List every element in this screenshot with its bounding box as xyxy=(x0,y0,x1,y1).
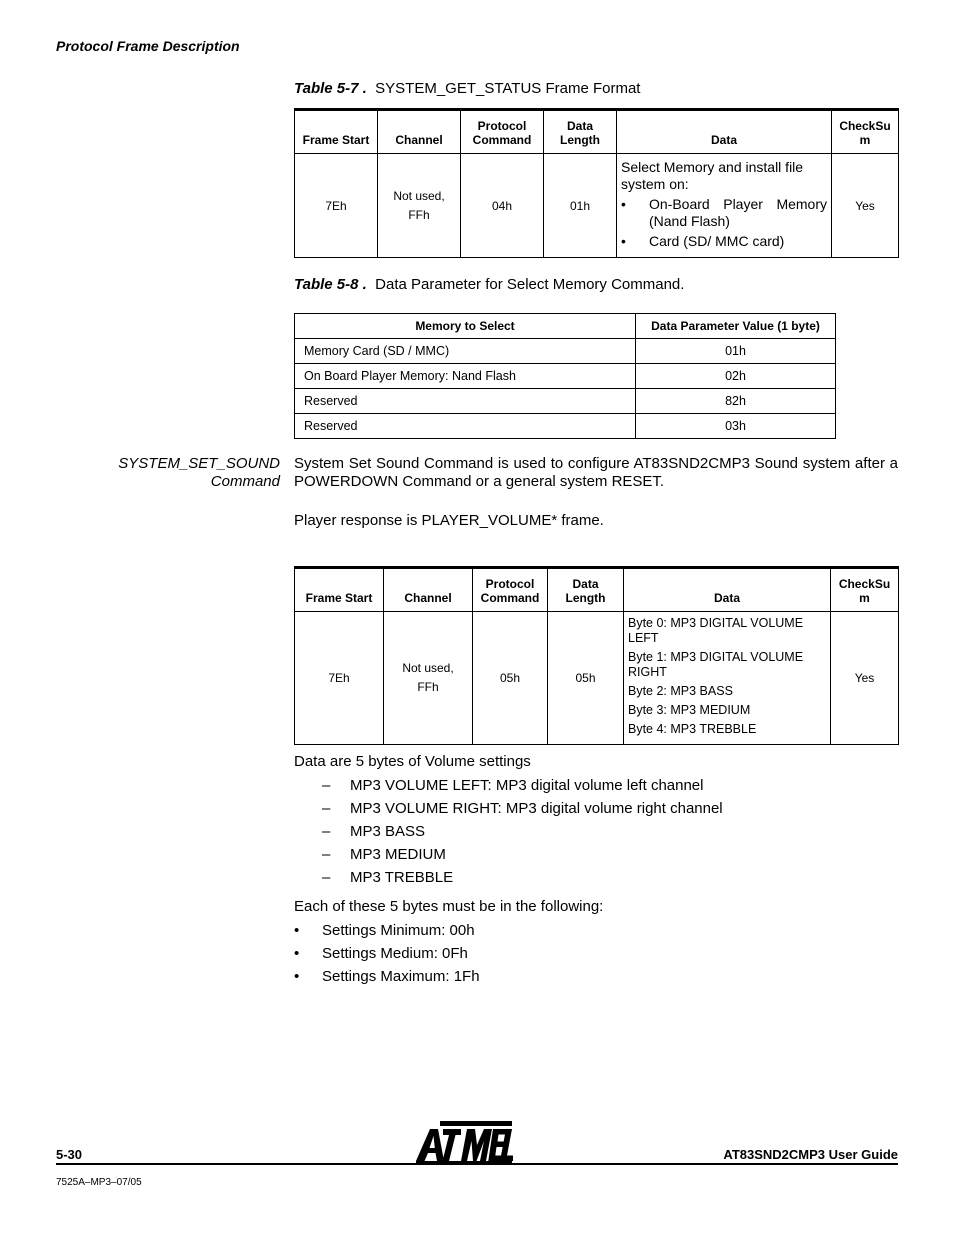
list-item xyxy=(294,777,898,795)
list-item-text: MP3 TREBBLE xyxy=(350,869,454,886)
cell-memory: Memory Card (SD / MMC) xyxy=(295,339,636,364)
data-intro: Select Memory and install file system on: xyxy=(621,159,804,192)
header-data-parameter-value: Data Parameter Value (1 byte) xyxy=(636,314,836,339)
cell-data xyxy=(624,612,831,745)
channel-line: Not used, xyxy=(402,661,454,675)
table-5-7-caption xyxy=(294,80,640,97)
data-line: Byte 1: MP3 DIGITAL VOLUME RIGHT xyxy=(628,650,804,679)
cell-protocol-command: 04h xyxy=(461,154,544,258)
header-data: Data xyxy=(624,568,831,612)
channel-line: FFh xyxy=(417,680,439,694)
document-code: 7525A–MP3–07/05 xyxy=(56,1177,142,1188)
list-item-text: On-Board Player Memory (Nand Flash) xyxy=(649,196,827,229)
list-item-text: MP3 VOLUME LEFT: MP3 digital volume left channel xyxy=(350,777,704,794)
sound-command-paragraph: System Set Sound Command is used to configure AT83SND2CMP3 Sound system after a POWERDOWN Command or a general system RESET. xyxy=(294,455,898,490)
cell-frame-start: 7Eh xyxy=(295,612,384,745)
data-line: Byte 4: MP3 TREBBLE xyxy=(628,722,757,736)
player-response-text: Player response is PLAYER_VOLUME* frame. xyxy=(294,512,604,529)
page-number: 5-30 xyxy=(56,1147,83,1162)
header-frame-start: Frame Start xyxy=(295,110,378,154)
header-data-length: Data Length xyxy=(548,568,624,612)
system-set-sound-table xyxy=(294,566,899,745)
header-protocol-command: Protocol Command xyxy=(461,110,544,154)
select-memory-parameter-table xyxy=(294,313,836,439)
list-item: • Card (SD/ MMC card) xyxy=(621,233,827,250)
header-memory-to-select: Memory to Select xyxy=(295,314,636,339)
cell-checksum: Yes xyxy=(832,154,899,258)
cell-memory: Reserved xyxy=(295,414,636,439)
volume-settings-list xyxy=(294,753,898,892)
cell-protocol-command: 05h xyxy=(473,612,548,745)
channel-line: FFh xyxy=(408,207,430,222)
cell-frame-start: 7Eh xyxy=(295,154,378,258)
data-line: Byte 2: MP3 BASS xyxy=(628,684,733,698)
table-5-8-caption xyxy=(294,276,684,293)
cell-channel xyxy=(384,612,473,745)
list-item xyxy=(294,945,898,963)
caption-text: SYSTEM_GET_STATUS Frame Format xyxy=(375,80,641,97)
footer-divider xyxy=(56,1163,898,1165)
dash-marker: – xyxy=(322,869,331,886)
system-get-status-table xyxy=(294,108,899,258)
cell-data xyxy=(617,154,832,258)
list-item-text: MP3 MEDIUM xyxy=(350,846,446,863)
header-protocol-command: Protocol Command xyxy=(473,568,548,612)
bullet-marker: • xyxy=(294,922,300,939)
table-row xyxy=(295,339,836,364)
caption-number: Table 5-8 . xyxy=(294,276,367,293)
cell-memory: Reserved xyxy=(295,389,636,414)
dash-marker: – xyxy=(322,846,331,863)
data-line: Byte 3: MP3 MEDIUM xyxy=(628,703,751,717)
header-channel: Channel xyxy=(384,568,473,612)
cell-channel xyxy=(378,154,461,258)
caption-text: Data Parameter for Select Memory Command. xyxy=(375,276,685,293)
list-item-text: MP3 BASS xyxy=(350,823,426,840)
list-item-text: Card (SD/ MMC card) xyxy=(649,233,785,249)
list-item xyxy=(294,869,898,887)
dash-marker: – xyxy=(322,800,331,817)
table-row xyxy=(295,414,836,439)
table-row xyxy=(295,154,899,258)
side-label-line: SYSTEM_SET_SOUND xyxy=(118,455,280,472)
header-checksum: CheckSu m xyxy=(832,110,899,154)
cell-value: 82h xyxy=(636,389,836,414)
list-intro: Each of these 5 bytes must be in the following: xyxy=(294,898,604,915)
channel-line: Not used, xyxy=(393,188,445,203)
bullet-marker: • xyxy=(294,968,300,985)
cell-data-length: 01h xyxy=(544,154,617,258)
cell-checksum: Yes xyxy=(831,612,899,745)
section-side-label xyxy=(80,455,280,491)
list-item xyxy=(294,823,898,841)
list-item xyxy=(294,922,898,940)
data-line: Byte 0: MP3 DIGITAL VOLUME LEFT xyxy=(628,616,804,645)
settings-list xyxy=(294,898,898,991)
atmel-logo-icon xyxy=(414,1117,514,1165)
header-checksum: CheckSu m xyxy=(831,568,899,612)
caption-number: Table 5-7 . xyxy=(294,80,367,97)
cell-value: 03h xyxy=(636,414,836,439)
registered-mark: ® xyxy=(503,1155,509,1164)
page-section-title: Protocol Frame Description xyxy=(56,38,240,54)
side-label-line: Command xyxy=(210,473,280,490)
cell-value: 01h xyxy=(636,339,836,364)
table-row xyxy=(295,612,899,745)
list-item xyxy=(294,800,898,818)
cell-value: 02h xyxy=(636,364,836,389)
list-item-text: MP3 VOLUME RIGHT: MP3 digital volume right channel xyxy=(350,800,723,817)
cell-memory: On Board Player Memory: Nand Flash xyxy=(295,364,636,389)
dash-marker: – xyxy=(322,823,331,840)
cell-data-length: 05h xyxy=(548,612,624,745)
list-item-text: Settings Medium: 0Fh xyxy=(322,945,468,962)
header-data: Data xyxy=(617,110,832,154)
header-channel: Channel xyxy=(378,110,461,154)
list-item-text: Settings Minimum: 00h xyxy=(322,922,475,939)
table-row xyxy=(295,389,836,414)
list-item xyxy=(294,968,898,986)
table-row xyxy=(295,364,836,389)
list-item xyxy=(294,846,898,864)
guide-title: AT83SND2CMP3 User Guide xyxy=(723,1147,898,1162)
list-item: • On-Board Player Memory (Nand Flash) xyxy=(621,196,827,229)
dash-marker: – xyxy=(322,777,331,794)
bullet-marker: • xyxy=(294,945,300,962)
header-data-length: Data Length xyxy=(544,110,617,154)
list-item-text: Settings Maximum: 1Fh xyxy=(322,968,480,985)
list-intro: Data are 5 bytes of Volume settings xyxy=(294,753,531,770)
header-frame-start: Frame Start xyxy=(295,568,384,612)
